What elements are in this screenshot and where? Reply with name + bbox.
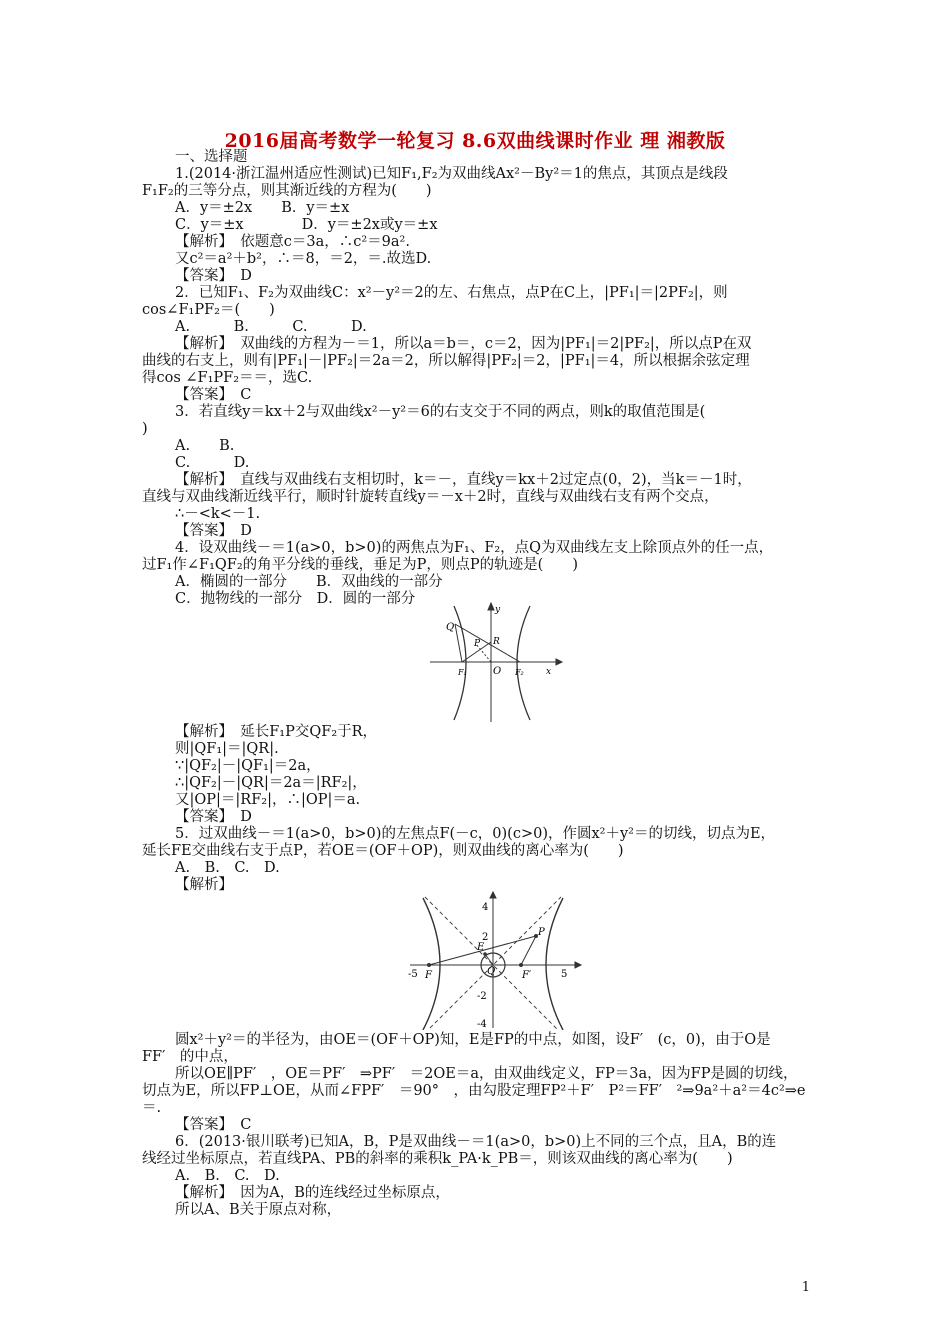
text-line: 【答案】 C — [175, 387, 252, 403]
text-line: 切点为E，所以FP⊥OE，从而∠FPF′ ＝90° ，由勾股定理FP²＋F′ P²＝FF′ ²⇒9a²＋a²＝4c²⇒e — [142, 1083, 806, 1099]
line-O-E — [485, 954, 493, 965]
text-line: C. D. — [175, 455, 250, 471]
text-line: 线经过坐标原点，若直线PA、PB的斜率的乘积k_PA·k_PB＝，则该双曲线的离心率为( ) — [142, 1151, 733, 1167]
point-F-prime — [519, 963, 523, 967]
left-branch — [454, 606, 466, 720]
figure2-label: -2 — [477, 991, 487, 1002]
text-line: cos∠F₁PF₂＝( ) — [142, 302, 275, 318]
text-line: F₁F₂的三等分点，则其渐近线的方程为( ) — [142, 183, 432, 199]
text-line: 一、选择题 — [175, 149, 248, 165]
text-line: FF′ 的中点， — [142, 1049, 238, 1065]
text-line: 【解析】 直线与双曲线右支相切时，k＝－，直线y＝kx＋2过定点(0，2)，当k＝－1时， — [175, 472, 752, 488]
text-line: 【答案】 D — [175, 809, 252, 825]
figure1-label: F₁ — [458, 668, 467, 677]
right-branch — [517, 606, 530, 720]
figure2-label: 5 — [561, 969, 568, 980]
text-line: 得cos ∠F₁PF₂＝＝，选C. — [142, 370, 313, 386]
figure2-label: -4 — [477, 1019, 487, 1030]
text-line: A. B. — [175, 438, 235, 454]
text-line: A. B. C. D. — [175, 860, 280, 876]
text-line: ＝. — [142, 1100, 162, 1116]
text-line: A．椭圆的一部分 B．双曲线的一部分 — [175, 574, 443, 590]
figure2-label: Q — [487, 966, 496, 977]
figure2-label: E — [477, 942, 485, 953]
hyperbola-figure-1 — [424, 600, 564, 725]
text-line: 【解析】 因为A，B的连线经过坐标原点， — [175, 1185, 450, 1201]
text-line: 【解析】 延长F₁P交QF₂于R， — [175, 724, 378, 740]
text-line: ) — [142, 421, 148, 437]
text-line: 又c²＝a²＋b²，∴＝8，＝2，＝.故选D. — [175, 251, 432, 267]
text-line: 【答案】 D — [175, 268, 252, 284]
figure2-label: F′ — [522, 970, 532, 981]
text-line: 【解析】 — [175, 877, 233, 893]
figure1-label: F₂ — [515, 668, 524, 677]
figure2-label: -5 — [408, 969, 418, 980]
figure1-label: y — [495, 605, 501, 615]
figure1-label: R — [493, 637, 500, 647]
figure1-label: Q — [446, 622, 455, 633]
text-line: C．y＝±x D．y＝±2x或y＝±x — [175, 217, 438, 233]
text-line: 延长FE交曲线右支于点P，若OE＝(OF＋OP)，则双曲线的离心率为( ) — [142, 843, 624, 859]
text-line: A．y＝±2x B．y＝±x — [175, 200, 350, 216]
text-line: A. B. C. D. — [175, 1168, 280, 1184]
text-line: 6．(2013·银川联考)已知A，B，P是双曲线－＝1(a>0，b>0)上不同的三个点，且A，B的连 — [175, 1134, 777, 1150]
figure1-label: O — [493, 666, 502, 677]
line-F1-Q — [455, 624, 462, 662]
y-axis-arrow — [490, 892, 496, 898]
text-line: 4．设双曲线－＝1(a>0，b>0)的两焦点为F₁、F₂，点Q为双曲线左支上除顶点外的任一点， — [175, 540, 774, 556]
figure1-label: x — [546, 667, 552, 677]
y-axis-arrow — [488, 603, 494, 610]
text-line: 【解析】 双曲线的方程为－＝1，所以a＝b＝，c＝2，因为|PF₁|＝2|PF₂|，所以点P在双 — [175, 336, 752, 352]
figure2-label: P — [538, 927, 545, 938]
text-line: 【答案】 D — [175, 523, 252, 539]
text-line: 所以A、B关于原点对称， — [175, 1202, 342, 1218]
text-line: 【解析】 依题意c＝3a，∴c²＝9a². — [175, 234, 410, 250]
right-branch — [546, 898, 563, 1030]
figure1-label: P — [474, 639, 481, 649]
text-line: ∴|QF₂|－|QR|＝2a＝|RF₂|， — [175, 775, 367, 791]
text-line: 过F₁作∠F₁QF₂的角平分线的垂线，垂足为P，则点P的轨迹是( ) — [142, 557, 578, 573]
figure2-label: 4 — [482, 902, 489, 913]
figure2-label: F — [425, 970, 432, 981]
text-line: 【答案】 C — [175, 1117, 252, 1133]
text-line: 1.(2014·浙江温州适应性测试)已知F₁,F₂为双曲线Ax²－By²＝1的焦点，其顶点是线段 — [175, 166, 728, 182]
point-F — [427, 963, 431, 967]
text-line: 又|OP|＝|RF₂|，∴|OP|＝a. — [175, 792, 361, 808]
x-axis-arrow — [575, 962, 581, 968]
text-line: 5．过双曲线－＝1(a>0，b>0)的左焦点F(－c，0)(c>0)，作圆x²＋y²＝的切线，切点为E， — [175, 826, 776, 842]
x-axis-arrow — [556, 659, 562, 665]
text-line: 3．若直线y＝kx＋2与双曲线x²－y²＝6的右支交于不同的两点，则k的取值范围是( — [175, 404, 706, 420]
page-title: 2016届高考数学一轮复习 8.6双曲线课时作业 理 湘教版 — [224, 130, 726, 152]
figure2-label: 2 — [482, 932, 489, 943]
line-P-F-prime — [521, 936, 536, 965]
text-line: A. B. C. D. — [175, 319, 367, 335]
text-line: 2．已知F₁、F₂为双曲线C：x²－y²＝2的左、右焦点，点P在C上，|PF₁|＝|2PF₂|，则 — [175, 285, 728, 301]
text-line: 则|QF₁|＝|QR|. — [175, 741, 279, 757]
hyperbola-figure-2 — [405, 890, 585, 1030]
text-line: 圆x²＋y²＝的半径为，由OE＝(OF＋OP)知，E是FP的中点，如图，设F′ (c，0)，由于O是 — [175, 1032, 771, 1048]
text-line: 曲线的右支上，则有|PF₁|－|PF₂|＝2a＝2，所以解得|PF₂|＝2，|PF₁|＝4，所以根据余弦定理 — [142, 353, 750, 369]
text-line: ∵|QF₂|－|QF₁|＝2a， — [175, 758, 321, 774]
text-line: 所以OE∥PF′ ，OE＝PF′ ⇒PF′ ＝2OE＝a，由双曲线定义，FP＝3a，因为FP是圆的切线， — [175, 1066, 798, 1082]
text-line: ∴－<k<－1. — [175, 506, 261, 522]
text-line: 直线与双曲线渐近线平行，顺时针旋转直线y＝－x＋2时，直线与双曲线右支有两个交点， — [142, 489, 719, 505]
page-number: 1 — [801, 1280, 810, 1295]
text-line: C．抛物线的一部分 D．圆的一部分 — [175, 591, 416, 607]
